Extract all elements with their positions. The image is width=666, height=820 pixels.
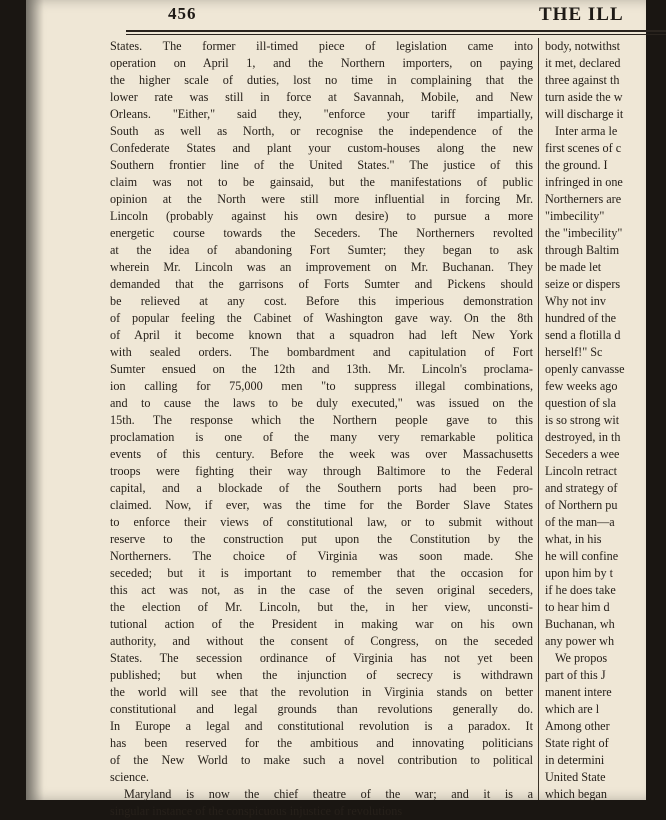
text-line: Maryland is now the chief theatre of the war; and it is a [124, 787, 533, 801]
text-line: and to cause the laws to be duly executed," was issued on the [110, 396, 533, 410]
text-line: Seceders a wee [545, 447, 620, 461]
text-line: Southern frontier line of the United States." The justice of this [110, 158, 533, 172]
text-line: is so strong wit [545, 413, 620, 427]
text-line: constitutional and legal grounds than revolutions generally do. [110, 702, 533, 716]
text-line: South as well as North, or recognise the independence of the [110, 124, 533, 138]
text-line: Orleans. "Either," said they, "enforce your tariff impartially, [110, 107, 533, 121]
text-line: any power wh [545, 634, 615, 648]
text-line: capital, and a blockade of the Southern ports had been pro- [110, 481, 533, 495]
right-article-column [545, 38, 655, 803]
masthead-title: THE ILL [539, 4, 624, 25]
text-line: singular instance of the conspicuous injustice of revolutions [110, 804, 403, 818]
text-line: claimed. Now, if ever, was the time for the Border Slave States [110, 498, 533, 512]
text-line: Confederate States and plant your custom-houses along the new [110, 141, 533, 155]
text-line: of the New World to make such a novel contribution to political [110, 753, 533, 767]
text-line: three against th [545, 73, 620, 87]
newspaper-page [26, 0, 646, 818]
text-line: We propos [555, 651, 608, 665]
text-line: what, in his [545, 532, 602, 546]
text-line: through Baltim [545, 243, 620, 257]
text-line: it met, declared [545, 56, 621, 70]
text-line: Inter arma le [555, 124, 618, 138]
text-line: Among other [545, 719, 610, 733]
text-line: the election of Mr. Lincoln, but the, in her view, unconsti- [110, 600, 533, 614]
text-line: energetic course towards the Seceders. The Northerners revolted [110, 226, 533, 240]
text-line: lower rate was still in force at Savannah, Mobile, and New [110, 90, 533, 104]
text-line: to enforce their views of constitutional law, or to submit without [110, 515, 533, 529]
text-line: tutional action of the President in making war on his own [110, 617, 533, 631]
text-line: at the idea of abandoning Fort Sumter; they began to ask [110, 243, 533, 257]
text-line: the higher scale of duties, lost no time in complaining that the [110, 73, 533, 87]
text-line: ion calling for 75,000 men "to suppress illegal combinations, [110, 379, 533, 393]
text-line: to hear him d [545, 600, 610, 614]
text-line: science. [110, 770, 149, 784]
text-line: United State [545, 770, 606, 784]
text-line: destroyed, in th [545, 430, 621, 444]
text-line: has been reserved for the ambitious and innovating politicians [110, 736, 533, 750]
text-line: opinion at the North were still more influential in forcing Mr. [110, 192, 533, 206]
text-line: wherein Mr. Lincoln was an improvement on Mr. Buchanan. They [110, 260, 533, 274]
text-line: Lincoln retract [545, 464, 618, 478]
text-line: of Northern pu [545, 498, 618, 512]
text-line: Why not inv [545, 294, 606, 308]
text-line: Buchanan, wh [545, 617, 615, 631]
text-line: States. The former ill-timed piece of legislation came into [110, 39, 533, 53]
text-line: few weeks ago [545, 379, 618, 393]
header-rule [126, 30, 666, 32]
text-line: be relieved at any cost. Before this imperious demonstration [110, 294, 533, 308]
text-line: "imbecility" [545, 209, 605, 223]
text-line: 15th. The response which the Northern people gave to this [110, 413, 533, 427]
text-line: the ground. I [545, 158, 608, 172]
main-article-column [110, 38, 533, 820]
text-line: State right of [545, 736, 609, 750]
text-line: question of sla [545, 396, 617, 410]
text-line: Northerners. The choice of Virginia was soon made. She [110, 549, 533, 563]
text-line: upon him by t [545, 566, 614, 580]
text-line: with sealed orders. The bombardment and capitulation of Fort [110, 345, 533, 359]
text-line: States. The secession ordinance of Virginia has not yet been [110, 651, 533, 665]
text-line: send a flotilla d [545, 328, 621, 342]
text-line: he will confine [545, 549, 619, 563]
text-line: seceded; but it is important to remember that the occasion for [110, 566, 533, 580]
text-line: of the man—a [545, 515, 615, 529]
text-line: and strategy of [545, 481, 618, 495]
page-edge-shadow [26, 0, 44, 800]
text-line: claim was not to be gainsaid, but the manifestations of public [110, 175, 533, 189]
text-line: In Europe a legal and constitutional revolution is a paradox. It [110, 719, 533, 733]
text-line: published; but when the injunction of secrecy is withdrawn [110, 668, 533, 682]
text-line: turn aside the w [545, 90, 623, 104]
text-line: be made let [545, 260, 602, 274]
text-line: of April it become known that a squadron had left New York [110, 328, 533, 342]
text-line: part of this J [545, 668, 606, 682]
text-line: if he does take [545, 583, 616, 597]
text-line: manent intere [545, 685, 612, 699]
text-line: first scenes of c [545, 141, 622, 155]
text-line: Sumter ensued on the 12th and 13th. Mr. Lincoln's proclama- [110, 362, 533, 376]
text-line: operation on April 1, and the Northern importers, on paying [110, 56, 533, 70]
text-line: herself!" Sc [545, 345, 603, 359]
column-divider [538, 38, 539, 800]
text-line: Northerners are [545, 192, 622, 206]
header-rule-thin [126, 34, 666, 35]
text-line: events of this century. Before the week was over Massachusetts [110, 447, 533, 461]
text-line: reserve to the construction put upon the Constitution by the [110, 532, 533, 546]
text-line: this act was not, as in the case of the seven original seceders, [110, 583, 533, 597]
text-line: in determini [545, 753, 605, 767]
text-line: Lincoln (probably against his own desire) to pursue a more [110, 209, 533, 223]
text-line: the "imbecility" [545, 226, 623, 240]
text-line: demanded that the garrisons of Forts Sumter and Pickens should [110, 277, 533, 291]
text-line: openly canvasse [545, 362, 625, 376]
text-line: authority, and without the consent of Congress, on the seceded [110, 634, 533, 648]
text-line: seize or dispers [545, 277, 621, 291]
text-line: body, notwithst [545, 39, 621, 53]
text-line: infringed in one [545, 175, 623, 189]
text-line: troops were fighting their way through Baltimore to the Federal [110, 464, 533, 478]
page-number: 456 [168, 4, 197, 23]
text-line: hundred of the [545, 311, 617, 325]
text-line: of popular feeling the Cabinet of Washington gave way. On the 8th [110, 311, 533, 325]
text-line: which are l [545, 702, 600, 716]
text-line: which began [545, 787, 607, 801]
text-line: proclamation is one of the many very remarkable politica [110, 430, 533, 444]
text-line: will discharge it [545, 107, 624, 121]
text-line: the world will see that the revolution in Virginia stands on better [110, 685, 533, 699]
